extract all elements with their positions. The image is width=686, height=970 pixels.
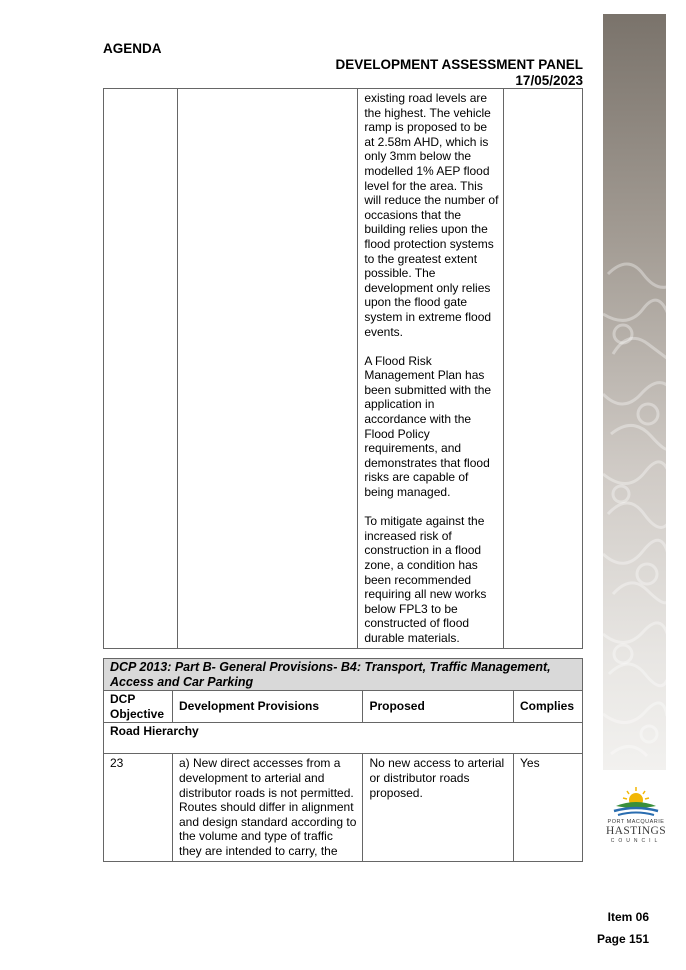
proposed-cell (358, 89, 504, 649)
panel-heading: DEVELOPMENT ASSESSMENT PANEL (335, 57, 583, 72)
column-header-provisions: Development Provisions (172, 691, 362, 723)
table-row (104, 89, 583, 649)
column-header-objective: DCP Objective (104, 691, 173, 723)
table-row (104, 754, 583, 861)
objective-cell (104, 89, 178, 649)
subheading-row (104, 723, 583, 754)
agenda-heading: AGENDA (103, 41, 162, 56)
road-hierarchy-subheading: Road Hierarchy (104, 723, 583, 754)
section-title: DCP 2013: Part B- General Provisions- B4: Transport, Traffic Management, Access and Car Parking (104, 659, 583, 691)
item-number: Item 06 (607, 910, 649, 924)
logo-line-hastings: HASTINGS (605, 825, 667, 837)
meeting-date: 17/05/2023 (515, 73, 583, 88)
council-logo (602, 784, 670, 844)
column-header-proposed: Proposed (363, 691, 514, 723)
swirl-pattern-icon (603, 14, 666, 770)
column-header-complies: Complies (514, 691, 583, 723)
development-provision: a) New direct accesses from a development to arterial and distributor roads is not permitted. Routes should differ in alignment and design standard according to the volume and type of traffic they are intended to carry, the (172, 754, 362, 861)
logo-line-port-macquarie: PORT MACQUARIE (607, 819, 665, 825)
complies-value: Yes (514, 754, 583, 861)
proposed-paragraph: A Flood Risk Management Plan has been submitted with the application in accordance with the Flood Policy requirements, and demonstrates that flood risks are capable of being managed. (364, 353, 492, 500)
sun-and-waves-icon (602, 784, 670, 820)
section-header-row (104, 659, 583, 691)
proposed-paragraph: To mitigate against the increased risk of construction in a flood zone, a condition has been recommended requiring all new works below FPL3 to be constructed of flood durable materials. (364, 514, 487, 645)
column-header-row (104, 691, 583, 723)
proposed-paragraph: existing road levels are the highest. The vehicle ramp is proposed to be at 2.58m AHD, which is only 3mm below the modelled 1% AEP flood level for the area. This will reduce the number of occasions that the building relies upon the flood protection systems to the greatest extent possible. The development only relies upon the flood gate system in extreme flood events. (364, 91, 499, 339)
continued-compliance-table (103, 88, 583, 649)
logo-line-council: COUNCIL (610, 838, 662, 844)
proposed-text: No new access to arterial or distributor roads proposed. (363, 754, 514, 861)
objective-number: 23 (104, 754, 173, 861)
decorative-sidebar (603, 14, 666, 770)
provision-cell (177, 89, 358, 649)
dcp-transport-table (103, 658, 583, 862)
complies-cell (504, 89, 583, 649)
page-number: Page 151 (596, 932, 649, 946)
